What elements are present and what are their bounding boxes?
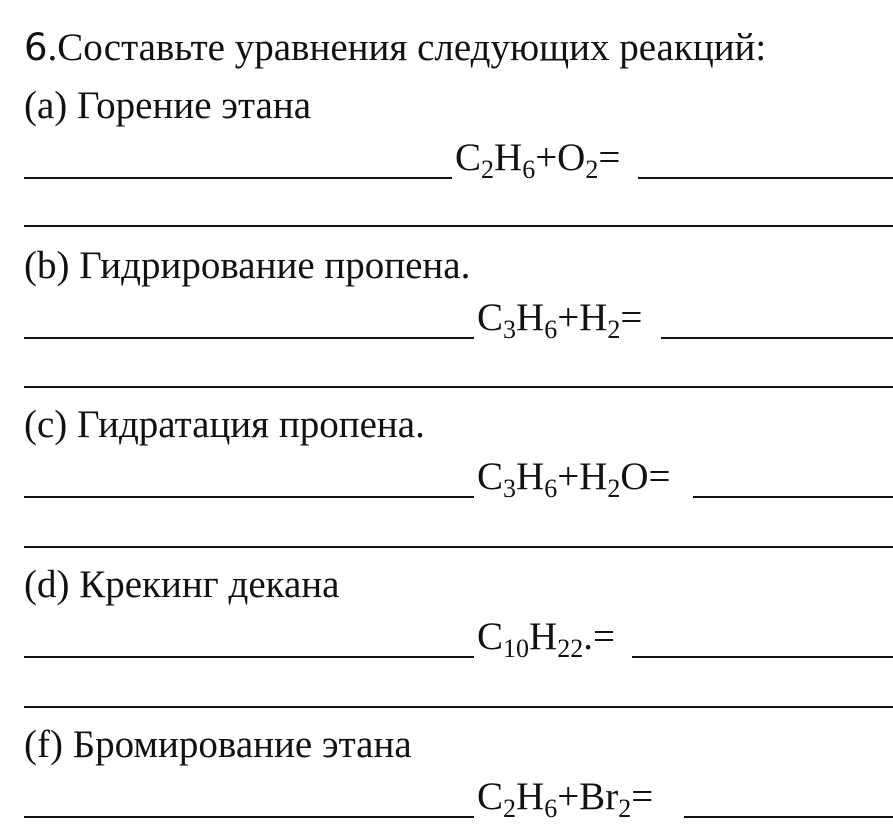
- item-d-answer-line-left[interactable]: [24, 656, 474, 658]
- task-title-text: .Составьте уравнения следующих реакций:: [47, 26, 767, 69]
- formula-subscript: 6: [544, 794, 558, 823]
- item-b-answer-line-left[interactable]: [24, 337, 474, 339]
- item-c-answer-line-left[interactable]: [24, 496, 474, 498]
- item-b-heading: (b) Гидрирование пропена.: [24, 244, 471, 287]
- formula-text: H: [494, 136, 523, 179]
- formula-text: +Br: [557, 775, 619, 818]
- formula-subscript: 3: [503, 474, 517, 503]
- formula-text: C: [455, 136, 482, 179]
- formula-subscript: 2: [607, 315, 621, 344]
- formula-text: =: [620, 296, 643, 339]
- item-b-answer-line-full[interactable]: [24, 386, 893, 388]
- formula-subscript: 2: [618, 794, 632, 823]
- formula-text: H: [516, 296, 545, 339]
- formula-text: H: [529, 615, 558, 658]
- item-c-answer-line-full[interactable]: [24, 546, 893, 548]
- formula-text: C: [477, 296, 504, 339]
- item-d-formula: [477, 614, 615, 663]
- item-d-answer-line-right[interactable]: [632, 656, 893, 658]
- item-b-formula: [477, 295, 643, 344]
- formula-text: +H: [557, 296, 608, 339]
- formula-text: C: [477, 615, 504, 658]
- formula-text: H: [516, 775, 545, 818]
- formula-subscript: 2: [503, 794, 517, 823]
- formula-subscript: 2: [607, 474, 621, 503]
- item-a-answer-line-full[interactable]: [24, 225, 893, 227]
- formula-text: C: [477, 455, 504, 498]
- item-f-answer-line-right[interactable]: [684, 816, 893, 818]
- item-c-heading: (c) Гидратация пропена.: [24, 403, 425, 446]
- task-number: 6: [24, 26, 48, 69]
- item-a-answer-line-right[interactable]: [638, 177, 893, 179]
- formula-text: =: [631, 775, 654, 818]
- formula-text: +H: [557, 455, 608, 498]
- item-f-heading: (f) Бромирование этана: [24, 723, 412, 766]
- formula-text: +O: [535, 136, 586, 179]
- task-title: [24, 24, 766, 72]
- item-a-answer-line-left[interactable]: [24, 177, 452, 179]
- formula-text: =: [598, 136, 621, 179]
- item-d-heading: (d) Крекинг декана: [24, 563, 340, 606]
- formula-text: C: [477, 775, 504, 818]
- item-c-answer-line-right[interactable]: [693, 496, 893, 498]
- item-b-answer-line-right[interactable]: [661, 337, 893, 339]
- formula-subscript: 3: [503, 315, 517, 344]
- formula-subscript: 2: [585, 155, 599, 184]
- item-f-formula: [477, 774, 654, 823]
- formula-text: .=: [583, 615, 615, 658]
- item-c-formula: [477, 454, 671, 503]
- formula-subscript: 10: [503, 634, 530, 663]
- formula-text: H: [516, 455, 545, 498]
- formula-subscript: 6: [544, 474, 558, 503]
- formula-text: O=: [620, 455, 671, 498]
- item-a-heading: (a) Горение этана: [24, 84, 312, 127]
- item-d-answer-line-full[interactable]: [24, 706, 893, 708]
- formula-subscript: 6: [544, 315, 558, 344]
- formula-subscript: 22: [557, 634, 584, 663]
- formula-subscript: 6: [522, 155, 536, 184]
- item-f-answer-line-left[interactable]: [24, 816, 474, 818]
- formula-subscript: 2: [481, 155, 495, 184]
- item-a-formula: [455, 135, 621, 184]
